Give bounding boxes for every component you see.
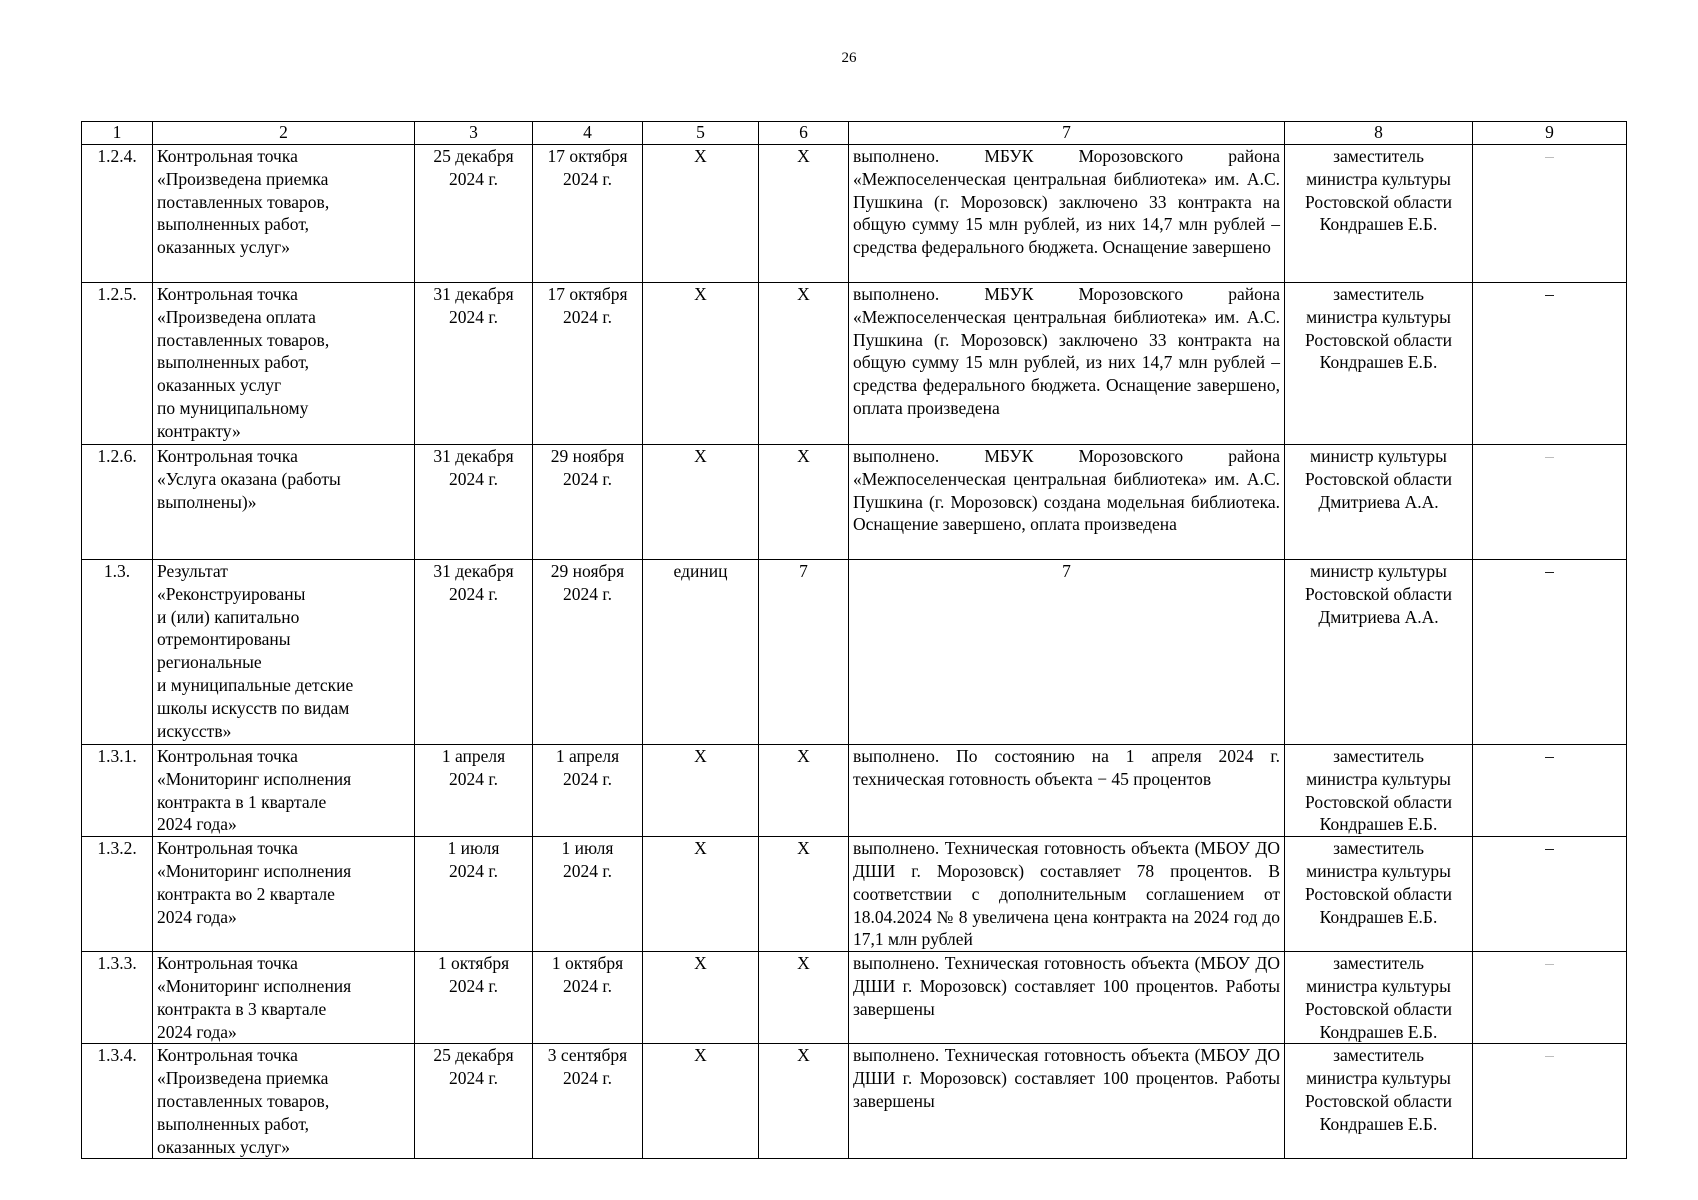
row-status: выполнено. По состоянию на 1 апреля 2024 г. техническая готовность объекта − 45 процентов	[849, 745, 1285, 837]
row-planned-date: 31 декабря 2024 г.	[415, 445, 533, 560]
row-status: выполнено. Техническая готовность объекта (МБОУ ДО ДШИ г. Морозовск) составляет 78 процентов. В соответствии с дополнительным соглашением от 18.04.2024 № 8 увеличена цена контракта на 2024 год до 17,1 млн рублей	[849, 837, 1285, 952]
header-cell: 5	[643, 122, 759, 145]
row-unit: X	[643, 283, 759, 445]
table-row	[82, 445, 1627, 560]
row-unit: X	[643, 145, 759, 283]
row-number: 1.3.1.	[82, 745, 153, 837]
row-note: –	[1473, 837, 1627, 952]
row-note: –	[1473, 952, 1627, 1044]
row-responsible: заместитель министра культуры Ростовской области Кондрашев Е.Б.	[1285, 952, 1473, 1044]
header-cell: 2	[153, 122, 415, 145]
table-row	[82, 745, 1627, 837]
row-actual-date: 3 сентября 2024 г.	[533, 1044, 643, 1159]
row-responsible: заместитель министра культуры Ростовской области Кондрашев Е.Б.	[1285, 837, 1473, 952]
row-status: 7	[849, 560, 1285, 745]
row-planned-date: 31 декабря 2024 г.	[415, 283, 533, 445]
row-actual-date: 29 ноября 2024 г.	[533, 560, 643, 745]
row-actual-date: 17 октября 2024 г.	[533, 145, 643, 283]
row-number: 1.2.4.	[82, 145, 153, 283]
table-row	[82, 145, 1627, 283]
header-row	[82, 122, 1627, 145]
row-note: –	[1473, 1044, 1627, 1159]
row-responsible: заместитель министра культуры Ростовской области Кондрашев Е.Б.	[1285, 1044, 1473, 1159]
row-note: –	[1473, 145, 1627, 283]
row-value: X	[759, 952, 849, 1044]
row-planned-date: 31 декабря 2024 г.	[415, 560, 533, 745]
row-planned-date: 25 декабря 2024 г.	[415, 1044, 533, 1159]
row-number: 1.3.4.	[82, 1044, 153, 1159]
row-actual-date: 1 апреля 2024 г.	[533, 745, 643, 837]
row-unit: X	[643, 952, 759, 1044]
row-planned-date: 1 июля 2024 г.	[415, 837, 533, 952]
row-note: –	[1473, 445, 1627, 560]
row-number: 1.3.3.	[82, 952, 153, 1044]
header-cell: 6	[759, 122, 849, 145]
row-status: выполнено. МБУК Морозовского района «Межпоселенческая центральная библиотека» им. А.С. Пушкина (г. Морозовск) заключено 33 контракта на общую сумму 15 млн рублей, из них 14,7 млн рублей – средства федерального бюджета. Оснащение завершено	[849, 145, 1285, 283]
row-unit: X	[643, 1044, 759, 1159]
row-unit: X	[643, 745, 759, 837]
row-planned-date: 1 октября 2024 г.	[415, 952, 533, 1044]
row-value: X	[759, 1044, 849, 1159]
row-planned-date: 1 апреля 2024 г.	[415, 745, 533, 837]
row-number: 1.3.2.	[82, 837, 153, 952]
header-cell: 8	[1285, 122, 1473, 145]
row-name: Контрольная точка «Произведена оплата поставленных товаров, выполненных работ, оказанных услуг по муниципальному контракту»	[153, 283, 415, 445]
row-number: 1.2.6.	[82, 445, 153, 560]
header-cell: 7	[849, 122, 1285, 145]
row-actual-date: 1 октября 2024 г.	[533, 952, 643, 1044]
row-status: выполнено. МБУК Морозовского района «Межпоселенческая центральная библиотека» им. А.С. Пушкина (г. Морозовск) создана модельная библиотека. Оснащение завершено, оплата произведена	[849, 445, 1285, 560]
row-responsible: министр культуры Ростовской области Дмитриева А.А.	[1285, 560, 1473, 745]
report-table	[81, 121, 1627, 1159]
row-value: X	[759, 145, 849, 283]
header-cell: 1	[82, 122, 153, 145]
row-unit: единиц	[643, 560, 759, 745]
row-status: выполнено. МБУК Морозовского района «Межпоселенческая центральная библиотека» им. А.С. Пушкина (г. Морозовск) заключено 33 контракта на общую сумму 15 млн рублей, из них 14,7 млн рублей – средства федерального бюджета. Оснащение завершено, оплата произведена	[849, 283, 1285, 445]
row-value: X	[759, 745, 849, 837]
table-row	[82, 837, 1627, 952]
header-cell: 3	[415, 122, 533, 145]
row-responsible: заместитель министра культуры Ростовской области Кондрашев Е.Б.	[1285, 745, 1473, 837]
row-number: 1.3.	[82, 560, 153, 745]
row-value: X	[759, 445, 849, 560]
row-name: Контрольная точка «Мониторинг исполнения контракта во 2 квартале 2024 года»	[153, 837, 415, 952]
header-cell: 4	[533, 122, 643, 145]
table-row	[82, 283, 1627, 445]
row-note: –	[1473, 283, 1627, 445]
row-name: Контрольная точка «Произведена приемка поставленных товаров, выполненных работ, оказанных услуг»	[153, 1044, 415, 1159]
row-name: Контрольная точка «Мониторинг исполнения контракта в 1 квартале 2024 года»	[153, 745, 415, 837]
row-note: –	[1473, 560, 1627, 745]
row-actual-date: 1 июля 2024 г.	[533, 837, 643, 952]
row-name: Контрольная точка «Произведена приемка поставленных товаров, выполненных работ, оказанных услуг»	[153, 145, 415, 283]
table-row	[82, 1044, 1627, 1159]
row-name: Контрольная точка «Услуга оказана (работы выполнены)»	[153, 445, 415, 560]
row-value: X	[759, 837, 849, 952]
table-row	[82, 560, 1627, 745]
row-status: выполнено. Техническая готовность объекта (МБОУ ДО ДШИ г. Морозовск) составляет 100 процентов. Работы завершены	[849, 952, 1285, 1044]
row-status: выполнено. Техническая готовность объекта (МБОУ ДО ДШИ г. Морозовск) составляет 100 процентов. Работы завершены	[849, 1044, 1285, 1159]
row-responsible: заместитель министра культуры Ростовской области Кондрашев Е.Б.	[1285, 283, 1473, 445]
page-number: 26	[841, 50, 857, 66]
row-name: Контрольная точка «Мониторинг исполнения контракта в 3 квартале 2024 года»	[153, 952, 415, 1044]
row-actual-date: 29 ноября 2024 г.	[533, 445, 643, 560]
row-actual-date: 17 октября 2024 г.	[533, 283, 643, 445]
row-responsible: заместитель министра культуры Ростовской области Кондрашев Е.Б.	[1285, 145, 1473, 283]
table-row	[82, 952, 1627, 1044]
header-cell: 9	[1473, 122, 1627, 145]
row-number: 1.2.5.	[82, 283, 153, 445]
row-note: –	[1473, 745, 1627, 837]
row-responsible: министр культуры Ростовской области Дмитриева А.А.	[1285, 445, 1473, 560]
row-name: Результат «Реконструированы и (или) капитально отремонтированы региональные и муниципальные детские школы искусств по видам искусств»	[153, 560, 415, 745]
row-value: 7	[759, 560, 849, 745]
row-value: X	[759, 283, 849, 445]
row-planned-date: 25 декабря 2024 г.	[415, 145, 533, 283]
row-unit: X	[643, 445, 759, 560]
row-unit: X	[643, 837, 759, 952]
